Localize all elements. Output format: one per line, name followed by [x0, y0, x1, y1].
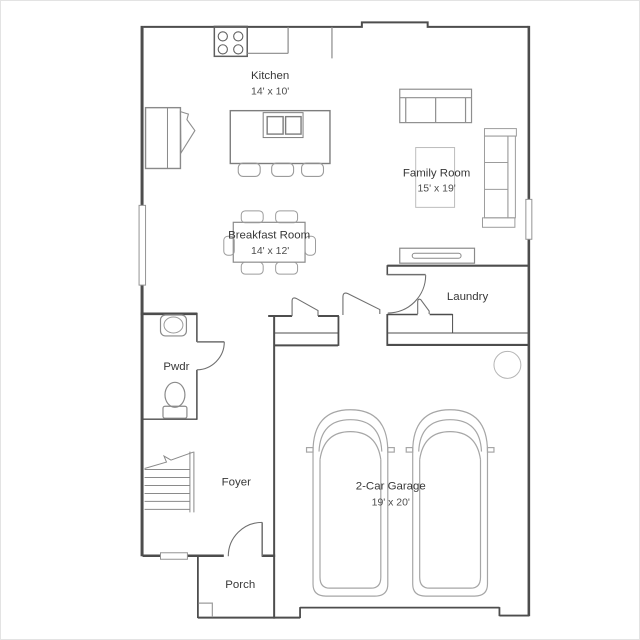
family-room-label: Family Room [402, 167, 471, 180]
dining-chair-icon [276, 211, 298, 223]
car-mirror [406, 448, 412, 452]
breakfast-room-label: Breakfast Room [228, 229, 311, 242]
dining-chairs [224, 211, 316, 274]
door-swing-icon [228, 522, 262, 556]
breakfast-room-dims: 14' x 12' [251, 246, 290, 258]
sofa-icon [400, 89, 472, 122]
car-icon [406, 410, 494, 596]
kitchen-label: Kitchen [251, 69, 290, 82]
laundry-label: Laundry [446, 291, 489, 304]
porch-label: Porch [225, 579, 256, 592]
stove-icon [214, 26, 247, 56]
sectional-sofa-icon [482, 129, 516, 228]
car-mirror [388, 448, 394, 452]
family-room-dims: 15' x 19' [417, 183, 456, 195]
tv-console-icon [400, 248, 475, 263]
floor-plan-drawing [1, 1, 639, 639]
sink-icon [263, 113, 303, 138]
stairs-icon [145, 452, 194, 513]
water-heater-icon [494, 351, 521, 378]
door-swing-icon [292, 298, 318, 316]
powder-room-label: Pwdr [163, 360, 190, 373]
window-icon [161, 553, 188, 559]
bar-stool-icon [272, 163, 294, 176]
door-ajar-icon [180, 112, 194, 153]
refrigerator-icon [146, 108, 181, 169]
foyer-label: Foyer [221, 476, 251, 489]
kitchen-counter [247, 27, 332, 58]
kitchen-island [230, 111, 330, 164]
bathroom-sink-icon [161, 315, 187, 336]
door-swing-icon [418, 299, 429, 314]
toilet-icon [163, 382, 187, 418]
car-mirror [487, 448, 493, 452]
bar-stool-icon [302, 163, 324, 176]
stair-break-line [145, 452, 194, 468]
porch-step [198, 603, 212, 617]
bar-stools [238, 163, 323, 176]
dining-chair-icon [276, 262, 298, 274]
dining-chair-icon [241, 262, 263, 274]
door-swing-icon [197, 342, 224, 370]
door-swing-icon [343, 293, 380, 315]
kitchen-dims: 14' x 10' [251, 86, 290, 98]
garage-dims: 19' x 20' [371, 497, 410, 509]
door-swing-icon [387, 275, 425, 313]
kitchen-fixtures [146, 26, 332, 176]
garage-label: 2-Car Garage [355, 480, 426, 493]
dining-chair-icon [241, 211, 263, 223]
bar-stool-icon [238, 163, 260, 176]
window-icon [139, 205, 145, 285]
breakfast-furniture [224, 211, 316, 274]
window-icon [526, 199, 532, 239]
car-mirror [307, 448, 313, 452]
windows [139, 199, 532, 559]
